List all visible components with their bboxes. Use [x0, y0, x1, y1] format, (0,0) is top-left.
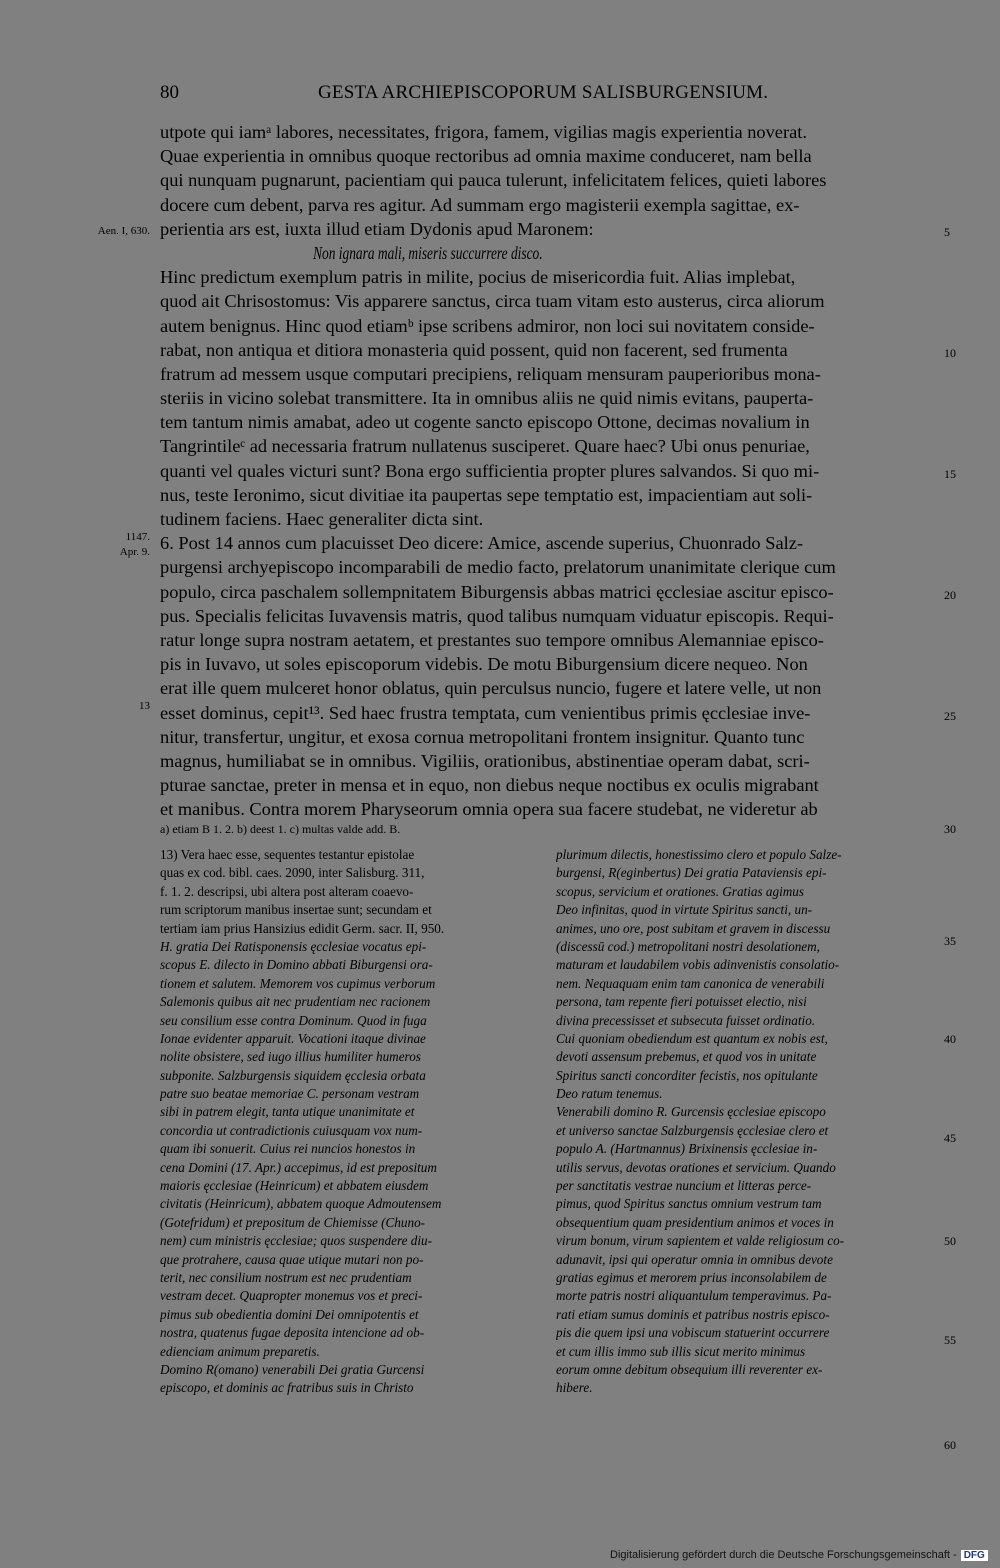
footnote-line: divina precessisset et subsecuta fuisset ordinatio.: [556, 1012, 816, 1028]
line-number: 15: [944, 467, 956, 481]
verse-line: Non ignara mali, miseris succurrere disco.: [313, 242, 543, 263]
footnote-column-left: [160, 846, 538, 1398]
text-line: esset dominus, cepit¹³. Sed haec frustra temptata, cum venientibus primis ęcclesiae inve-: [160, 702, 811, 723]
line-number: 45: [944, 1131, 956, 1145]
footnote-line: adunavit, ipsi qui operatur omnia in omnibus devote: [556, 1251, 833, 1267]
footnote-line: episcopo, et dominis ac fratribus suis in Christo: [160, 1380, 414, 1396]
footnote-line: civitatis (Heinricum), abbatem quoque Admoutensem: [160, 1196, 442, 1212]
text-line: erat ille quem mulceret honor oblatus, quin perculsus nuncio, fugere et latere velle, ut non: [160, 678, 822, 699]
text-line: quod ait Chrisostomus: Vis apparere sanctus, circa tuam vitam esto austerus, circa aliorum: [160, 291, 825, 312]
footnote-line: subponite. Salzburgensis siquidem ęcclesia orbata: [160, 1067, 426, 1083]
footnote-line: et universo sanctae Salzburgensis ęcclesiae clero et: [556, 1122, 829, 1138]
text-line: nitur, transfertur, ungitur, et exosa cornua metropolitani frontem insignitur. Quanto tunc: [160, 726, 805, 747]
footnote-line: virum bonum, virum sapientem et valde religiosum co-: [556, 1233, 845, 1249]
footnote-line: scopus E. dilecto in Domino abbati Biburgensi ora-: [160, 957, 433, 973]
text-line: rabat, non antiqua et ditiora monasteria quid possent, quid non facerent, sed frumenta: [160, 339, 788, 360]
footnote-line: burgensi, R(eginbertus) Dei gratia Pataviensis epi-: [556, 865, 827, 881]
text-line: quanti vel quales victuri sunt? Bona ergo sufficientia propter plures salvandos. Si quo mi-: [160, 460, 820, 481]
footnote-line: Salemonis quibus ait nec prudentiam nec racionem: [160, 994, 431, 1010]
footnote-line: nolite obsistere, sed iugo illius humiliter humeros: [160, 1049, 421, 1065]
footnote-line: plurimum dilectis, honestissimo clero et populo Salze-: [556, 847, 842, 862]
footnote-line: et cum illis immo sub illis sicut merito minimus: [556, 1343, 806, 1359]
footnote-line: gratias egimus et merorem prius inconsolabilem de: [556, 1269, 827, 1285]
text-line: qui nunquam pugnarunt, pacientiam qui pauca tulerunt, infelicitatem felices, quieti labores: [160, 170, 827, 191]
footnote-line: sibi in patrem elegit, tanta utique unanimitate et: [160, 1104, 415, 1120]
critical-apparatus: a) etiam B 1. 2. b) deest 1. c) multas valde add. B.: [160, 822, 401, 836]
line-number: 30: [944, 822, 956, 836]
footnote-line: maturam et laudabilem vobis adinvenistis consolatio-: [556, 957, 840, 973]
line-number: 5: [944, 225, 950, 239]
text-line: utpote qui iamᵃ labores, necessitates, frigora, famem, vigilias magis experientia noverat.: [160, 122, 807, 142]
text-line: autem benignus. Hinc quod etiamᵇ ipse scribens admiror, non loci sui novitatem conside-: [160, 315, 815, 336]
footnote-line: patre suo beatae memoriae C. personam vestram: [160, 1086, 420, 1102]
footnote-line: cena Domini (17. Apr.) accepimus, id est prepositum: [160, 1159, 437, 1175]
footnote-line: 13) Vera haec esse, sequentes testantur epistolae: [160, 847, 415, 862]
footnote-line: pis die quem ipsi una vobiscum statuerint occurrere: [556, 1325, 830, 1341]
footnote-line: rati etiam sumus dominis et patribus nostris episco-: [556, 1306, 830, 1322]
text-line: perientia ars est, iuxta illud etiam Dydonis apud Maronem:: [160, 218, 594, 239]
line-number: 55: [944, 1333, 956, 1347]
dfg-logo: DFG: [961, 1550, 988, 1561]
text-line: pis in Iuvavo, ut soles episcoporum videbis. De motu Biburgensium dicere nequeo. Non: [160, 654, 808, 675]
footnote-line: quas ex cod. bibl. caes. 2090, inter Salisburg. 311,: [160, 865, 425, 881]
footnote-line: scopus, servicium et orationes. Gratias agimus: [556, 883, 804, 899]
main-text-block: [160, 120, 936, 821]
footnote-line: seu consilium esse contra Dominum. Quod in fuga: [160, 1012, 427, 1028]
footnote-line: (Gotefridum) et prepositum de Chiemisse (Chuno-: [160, 1214, 426, 1230]
text-line: Quae experientia in omnibus quoque rectoribus ad omnia maxime conduceret, nam bella: [160, 146, 812, 167]
margin-reference-aeneid: Aen. I, 630.: [97, 225, 150, 237]
footnote-line: obsequentium quam presidentium animos et voces in: [556, 1214, 834, 1230]
text-line: populo, circa paschalem sollempnitatem Biburgensis abbas matrici ęcclesiae ascitur episco-: [160, 581, 834, 602]
text-line: pus. Specialis felicitas Iuvavensis matris, quod talibus numquam viduatur episcopis. Requi-: [160, 605, 834, 626]
footnote-line: eorum omne debitum obsequium illi reverenter ex-: [556, 1361, 823, 1377]
footnote-line: terit, nec consilium nostrum est nec prudentiam: [160, 1269, 412, 1285]
footnote-line: tertiam iam prius Hansizius edidit Germ. sacr. II, 950.: [160, 920, 445, 936]
line-number: 20: [944, 588, 956, 602]
margin-year: 1147.: [125, 531, 150, 543]
digitization-credit: [610, 1549, 988, 1561]
text-line: ratur longe supra nostram aetatem, et prestantes suo tempore omnibus Alemanniae episco-: [160, 629, 824, 650]
footnote-line: Cui quoniam obediendum est quantum ex nobis est,: [556, 1030, 828, 1046]
text-line: tem tantum nimis amabat, adeo ut cogente sancto episcopo Ottone, decimas novalium in: [160, 412, 810, 433]
line-number: 50: [944, 1234, 956, 1248]
margin-footnote-marker: 13: [139, 700, 150, 712]
footnote-line: nem. Nequaquam enim tam canonica de venerabili: [556, 975, 825, 991]
text-line: nus, teste Ieronimo, sicut divitiae ita paupertas sepe temptatio est, impacientiam aut soli-: [160, 484, 813, 505]
footnote-line: concordia ut contradictionis cuiusquam vox num-: [160, 1122, 423, 1138]
footnote-line: Domino R(omano) venerabili Dei gratia Gurcensi: [160, 1361, 425, 1377]
footnote-line: pimus sub obedientia domini Dei omnipotentis et: [160, 1306, 419, 1322]
footnote-line: utilis servus, devotas orationes et servicium. Quando: [556, 1159, 836, 1175]
footnote-column-right: [556, 846, 934, 1398]
running-title: GESTA ARCHIEPISCOPORUM SALISBURGENSIUM.: [318, 82, 769, 103]
footnote-line: maioris ęcclesiae (Heinricum) et abbatem eiusdem: [160, 1178, 429, 1194]
text-line: Hinc predictum exemplum patris in milite, pocius de misericordia fuit. Alias implebat,: [160, 267, 796, 288]
footnote-line: que protrahere, causa quae utique mutari non po-: [160, 1251, 424, 1267]
text-line: fratrum ad messem usque computari precipiens, reliquam mensuram pauperioribus mona-: [160, 363, 821, 384]
footnote-line: quam ibi sonuerit. Cuius rei nuncios honestos in: [160, 1141, 416, 1157]
text-line: pturae sanctae, preter in mensa et in equo, non diebus neque noctibus ex oculis migrabant: [160, 775, 819, 796]
footnote-line: tionem et salutem. Memorem vos cupimus verborum: [160, 975, 436, 991]
footnote-line: hibere.: [556, 1380, 593, 1396]
text-line: tudinem faciens. Haec generaliter dicta sint.: [160, 509, 484, 529]
footnote-line: nostra, quatenus fugae deposita intencione ad ob-: [160, 1325, 425, 1341]
footnote-line: edienciam animum preparetis.: [160, 1343, 320, 1359]
footnote-line: Ionae evidenter apparuit. Vocationi itaque divinae: [160, 1030, 426, 1046]
text-line: Tangrintileᶜ ad necessaria fratrum nullatenus susciperet. Quare haec? Ubi onus penuriae,: [160, 436, 810, 457]
footnote-line: animes, uno ore, post subitam et gravem in discessu: [556, 920, 831, 936]
footnote-line: rum scriptorum manibus insertae sunt; secundam et: [160, 902, 432, 918]
text-line: steriis in vicino solebat transmittere. Ita in omnibus aliis ne quid nimis evitans, pauperta-: [160, 388, 814, 409]
text-line: purgensi archyepiscopo incomparabili de medio facto, prelatorum unanimitate clerique cum: [160, 557, 836, 578]
line-number: 25: [944, 709, 956, 723]
text-line: docere cum debent, parva res agitur. Ad summam ergo magisterii exempla sagittae, ex-: [160, 194, 800, 215]
footnote-line: vestram decet. Quapropter monemus vos et preci-: [160, 1288, 423, 1304]
page-header: [0, 82, 1000, 112]
footnote-line: populo A. (Hartmannus) Brixinensis ęcclesiae in-: [556, 1141, 818, 1157]
line-number: 35: [944, 934, 956, 948]
footnote-line: Spiritus sancti concorditer fecistis, nos opitulante: [556, 1067, 818, 1083]
footnote-line: per sanctitatis vestrae nuncium et litteras perce-: [556, 1178, 812, 1194]
line-number: 40: [944, 1032, 956, 1046]
margin-date: Apr. 9.: [119, 546, 150, 558]
footnote-line: H. gratia Dei Ratisponensis ęcclesiae vocatus epi-: [160, 938, 427, 954]
text-line: et manibus. Contra morem Pharyseorum omnia opera sua facere studebat, ne videretur ab: [160, 799, 818, 820]
page-number: 80: [160, 82, 179, 103]
footnote-line: nem) cum ministris ęcclesiae; quos suspendere diu-: [160, 1233, 432, 1249]
footnote-line: Venerabili domino R. Gurcensis ęcclesiae episcopo: [556, 1104, 826, 1120]
footnote-line: f. 1. 2. descripsi, ubi altera post alteram coaevo-: [160, 883, 414, 899]
line-number: 10: [944, 346, 956, 360]
footnote-line: Deo infinitas, quod in virtute Spiritus sancti, un-: [556, 902, 813, 918]
footnote-line: persona, tam repente fieri potuisset electio, nisi: [556, 994, 807, 1010]
text-line: magnus, humiliabat se in omnibus. Vigiliis, orationibus, abstinentiae operam dabat, scri-: [160, 750, 810, 771]
footnote-line: Deo ratum tenemus.: [556, 1086, 663, 1102]
credit-text: Digitalisierung gefördert durch die Deutsche Forschungsgemeinschaft -: [610, 1549, 957, 1561]
footnote-line: morte patris nostri aliquantulum temperavimus. Pa-: [556, 1288, 832, 1304]
footnote-line: devoti assensum prebemus, et quod vos in unitate: [556, 1049, 817, 1065]
line-number: 60: [944, 1438, 956, 1452]
footnote-line: (discessū cod.) metropolitani nostri desolationem,: [556, 938, 820, 954]
footnote-line: pimus, quod Spiritus sanctus omnium vestrum tam: [556, 1196, 822, 1212]
text-line: 6. Post 14 annos cum placuisset Deo dicere: Amice, ascende superius, Chuonrado Salz-: [160, 533, 804, 554]
